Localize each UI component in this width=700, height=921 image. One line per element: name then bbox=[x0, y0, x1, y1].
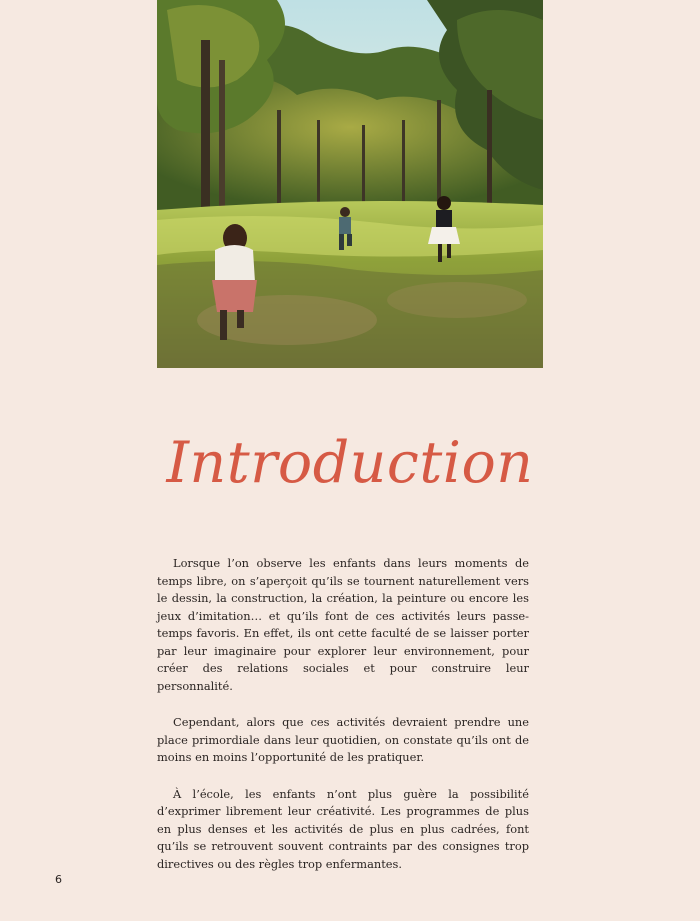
page-number: 6 bbox=[55, 873, 62, 886]
park-photo-illustration bbox=[157, 0, 543, 368]
paragraph: Cependant, alors que ces activités devraient prendre une place primordiale dans leur quotidien, on constate qu’ils ont de moins en moins l’opportunité de les pratiquer. bbox=[157, 715, 529, 764]
paragraph: Lorsque l’on observe les enfants dans leurs moments de temps libre, on s’aperçoit qu’ils se tournent naturellement vers le dessin, la construction, la création, la peinture ou encore les jeux d’imitation… et qu’ils font de ces activités leurs passe-temps favoris. En effet, ils ont cette faculté de se laisser porter par leur imaginaire pour explorer leur environnement, pour créer des relations sociales et pour construire leur personnalité. bbox=[157, 556, 529, 693]
body-text bbox=[157, 555, 529, 892]
paragraph: À l’école, les enfants n’ont plus guère la possibilité d’exprimer librement leur créativité. Les programmes de plus en plus denses et les activités de plus en plus cadrées, font qu’ils se retrouvent souvent contraints par des consignes trop directives ou des règles trop enfermantes. bbox=[157, 786, 529, 871]
page-title: Introduction bbox=[166, 430, 534, 496]
hero-photo bbox=[157, 0, 543, 368]
